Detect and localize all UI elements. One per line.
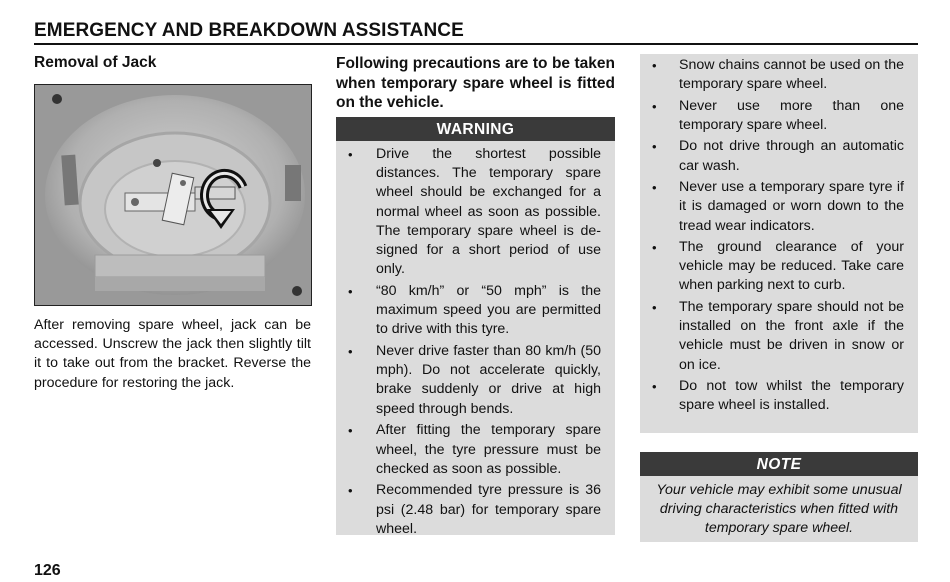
bullet-icon: • [652,98,657,114]
page-title: EMERGENCY AND BREAKDOWN ASSISTANCE [34,20,464,41]
list-item: • Never drive faster than 80 km/h (50 mph). Do not accelerate quickly, brake suddenly or drive at high speed through bends. [348,343,601,417]
bullet-icon: • [348,283,353,299]
bullet-icon: • [348,147,353,162]
warning-header: WARNING [336,117,615,141]
bullet-icon: • [652,139,657,155]
list-item: • After fitting the temporary spare wheel, the tyre pressure must be checked as soon as possible. [348,422,601,477]
bullet-icon: • [652,240,657,256]
precautions-list [640,54,918,415]
bullet-icon: • [348,423,353,439]
bullet-icon: • [348,344,353,360]
precautions-heading: Following precautions are to be taken when temporary spare wheel is fitted on the vehicle. [336,55,615,111]
header-rule [34,43,918,45]
list-item: • Drive the shortest possible distances. The temporary spare wheel should be exchanged for a normal wheel as soon as possible. The temporary spare wheel is de-signed for a short period of use only. [348,146,601,278]
page-number: 126 [34,562,61,579]
note-header: NOTE [640,452,918,476]
list-item: • Do not drive through an automatic car wash. [652,138,904,174]
list-item: • Snow chains cannot be used on the temporary spare wheel. [652,57,904,93]
list-item: • The temporary spare should not be installed on the front axle if the vehicle must be driven in snow or on ice. [652,298,904,373]
list-item: • Recommended tyre pressure is 36 psi (2.48 bar) for temporary spare wheel. [348,482,601,537]
bullet-icon: • [348,483,353,499]
jack-illustration [35,85,311,305]
list-item: • Do not tow whilst the temporary spare wheel is installed. [652,378,904,414]
list-item: • Never use more than one temporary spare wheel. [652,97,904,133]
warning-list [336,141,615,539]
section-title-removal-of-jack: Removal of Jack [34,54,157,71]
list-item: • The ground clearance of your vehicle may be reduced. Take care when parking next to curb. [652,239,904,294]
bullet-icon: • [652,379,657,395]
bullet-icon: • [652,180,657,196]
jack-photo [34,84,312,306]
note-text: Your vehicle may exhibit some unusual driving characteristics when fitted with temporary spare wheel. [656,482,902,537]
jack-removal-instructions: After removing spare wheel, jack can be accessed. Unscrew the jack then slightly tilt it to take out from the bracket. Reverse the procedure for restoring the jack. [34,317,311,391]
warning-box [336,117,615,535]
bullet-icon: • [652,58,657,73]
precautions-continued-box [640,54,918,433]
bullet-icon: • [652,299,657,315]
list-item: • Never use a temporary spare tyre if it is damaged or worn down to the tread wear indicators. [652,179,904,234]
list-item: • “80 km/h” or “50 mph” is the maximum speed you are permitted to drive with this tyre. [348,282,601,338]
note-box [640,452,918,542]
